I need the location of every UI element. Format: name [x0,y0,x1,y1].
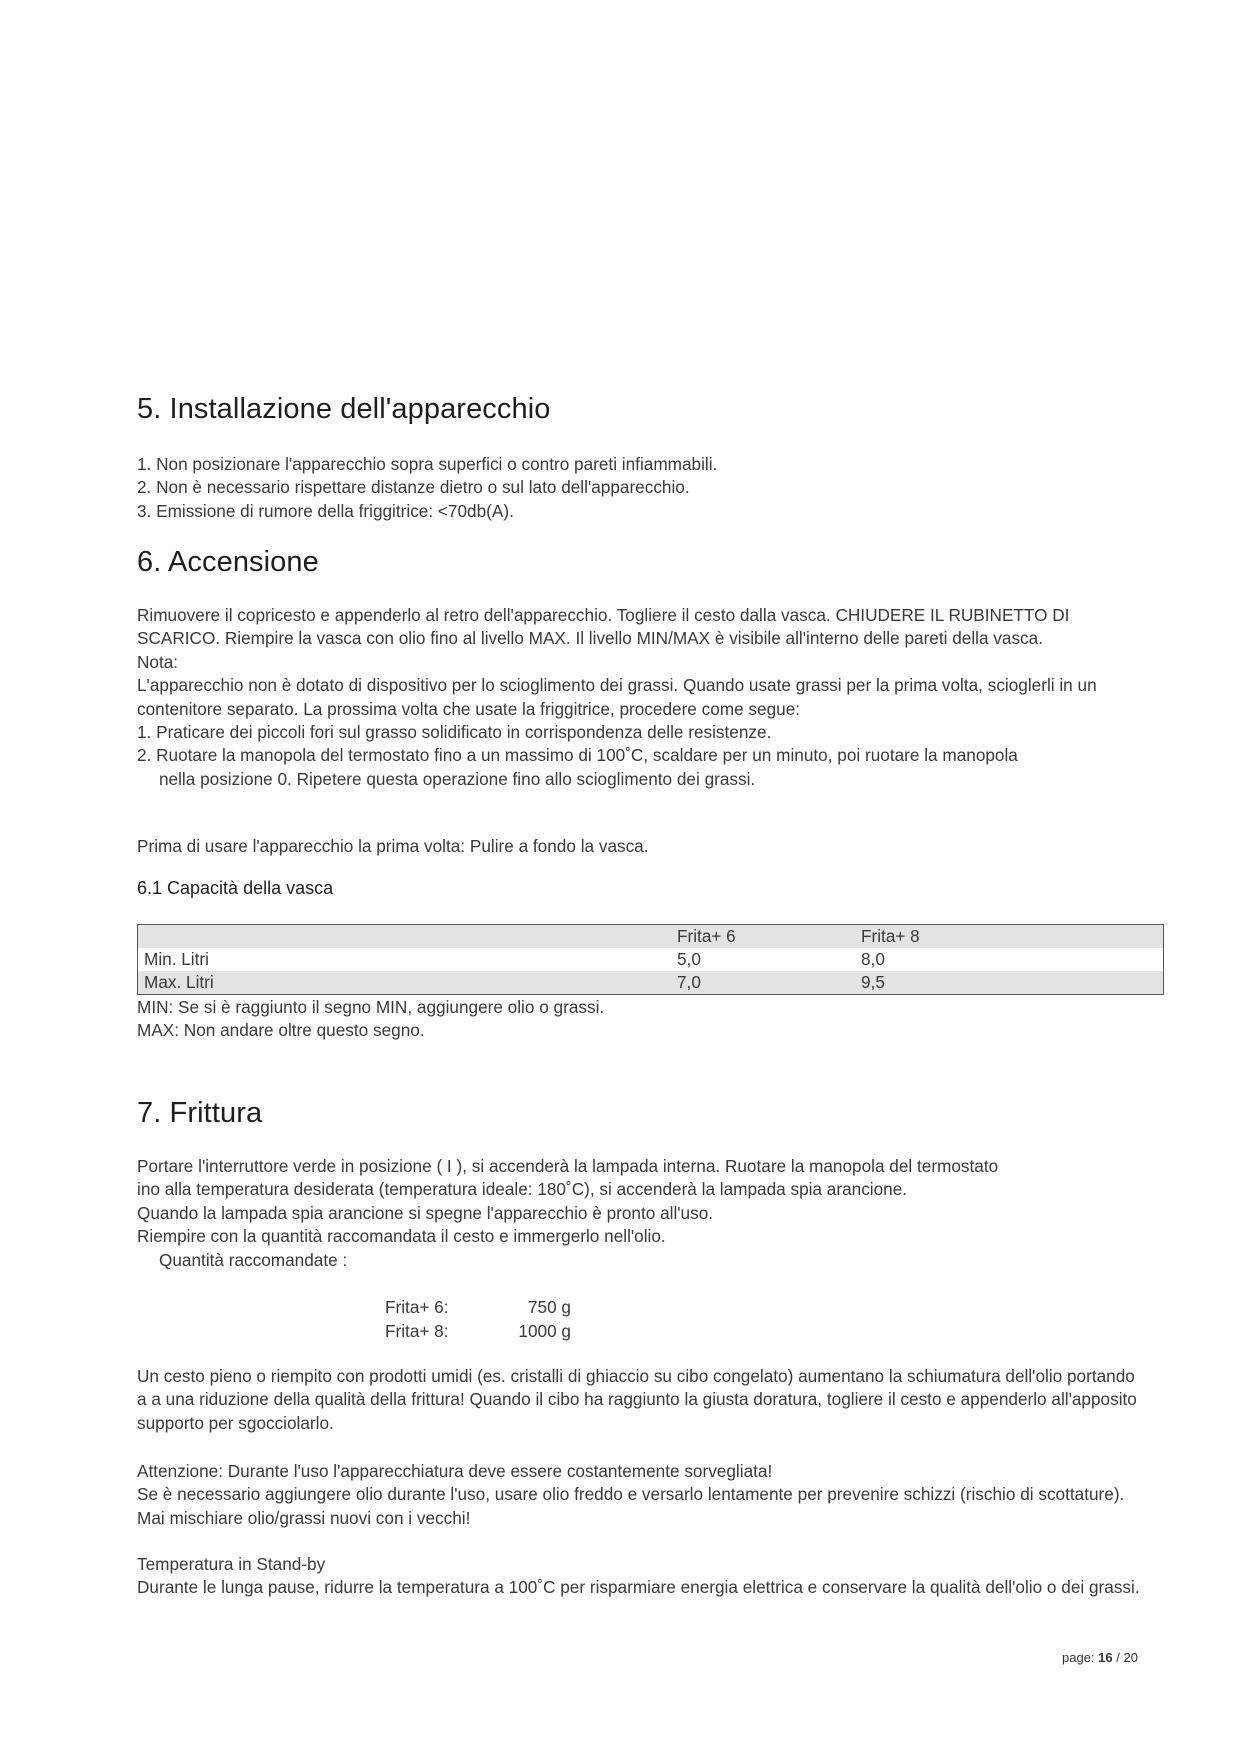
table-cell: 5,0 [671,948,855,971]
table-header-cell: Frita+ 8 [855,925,1164,949]
standby-title: Temperatura in Stand-by [137,1554,326,1574]
note-label: Nota: [137,651,179,672]
before-first-use: Prima di usare l'apparecchio la prima volta: Pulire a fondo la vasca. [137,836,649,856]
basket-warning-paragraph: Un cesto pieno o riempito con prodotti umidi (es. cristalli di ghiaccio su cibo congelato) aumentano la schiumatura dell'olio portando a a una riduzione della qualità della frittura! Quando il cibo ha raggiunto la giusta doratura, togliere il cesto e appenderlo all'apposito supporto per sgocciolarlo. [137,1366,1137,1433]
current-page: 16 [1098,1650,1113,1665]
list-item: 1. Non posizionare l'apparecchio sopra superfici o contro pareti infiammabili. [137,454,718,474]
standby-text: Durante le lunga pause, ridurre la temperatura a 100˚C per risparmiare energia elettrica e conservare la qualità dell'olio o dei grassi. [137,1577,1140,1598]
warning-line: Attenzione: Durante l'uso l'apparecchiatura deve essere costantemente sorvegliata! [137,1461,773,1481]
section-6-body [137,604,1147,791]
list-item: 3. Emissione di rumore della friggitrice: <70db(A). [137,500,514,521]
list-item: 2. Non è necessario rispettare distanze dietro o sul lato dell'apparecchio. [137,477,690,498]
quantity-row [385,1319,571,1343]
min-note: MIN: Se si è raggiunto il segno MIN, aggiungere olio o grassi. [137,997,605,1017]
table-row [138,948,1164,971]
table-cell: 8,0 [855,948,1164,971]
capacity-notes [137,996,1147,1043]
capacity-subheading: 6.1 Capacità della vasca [137,878,334,898]
table-header-cell: Frita+ 6 [671,925,855,949]
page-separator: / [1116,1650,1120,1665]
section-5-list [137,453,1147,523]
total-pages: 20 [1123,1650,1138,1665]
before-first-use-text [137,835,1147,858]
section-7-paragraph-1 [137,1155,1147,1272]
warning-line: Se è necessario aggiungere olio durante l'uso, usare olio freddo e versarlo lentamente per prevenire schizzi (rischio di scottature). Mai mischiare olio/grassi nuovi con i vecchi! [137,1484,1125,1528]
table-header-row [138,925,1164,949]
quantity-model: Frita+ 8: [385,1321,449,1341]
text-line: Quando la lampada spia arancione si spegne l'apparecchio è pronto all'uso. [137,1202,714,1223]
table-cell: 7,0 [671,971,855,995]
table-cell: Max. Litri [138,971,672,995]
capacity-table [137,924,1164,995]
table-header-cell [138,925,672,949]
max-note: MAX: Non andare oltre questo segno. [137,1020,425,1041]
quantity-amount: 1000 g [518,1321,571,1341]
note-paragraph: L'apparecchio non è dotato di dispositivo per lo scioglimento dei grassi. Quando usate grassi per la prima volta, scioglerli in un contenitore separato. La prossima volta che usate la friggitrice, procedere come segue: [137,675,1097,719]
quantities-list [385,1295,571,1343]
quantity-model: Frita+ 6: [385,1297,449,1317]
table-row [138,971,1164,995]
quantities-label: Quantità raccomandate : [159,1249,348,1270]
step-item: 2. Ruotare la manopola del termostato fino a un massimo di 100˚C, scaldare per un minuto, poi ruotare la manopola [137,745,1018,766]
table-cell: Min. Litri [138,948,672,971]
quantity-row [385,1295,571,1319]
section-7-paragraph-2 [137,1365,1147,1435]
section-6-heading: 6. Accensione [137,546,319,578]
section-7-standby [137,1553,1147,1600]
page-label: page: [1062,1650,1095,1665]
text-line: ino alla temperatura desiderata (temperatura ideale: 180˚C), si accenderà la lampada spia arancione. [137,1179,908,1200]
text-line: Riempire con la quantità raccomandata il cesto e immergerlo nell'olio. [137,1226,666,1247]
capacity-table-wrap [137,924,1164,995]
step-item-continued: nella posizione 0. Ripetere questa operazione fino allo scioglimento dei grassi. [159,768,756,789]
page-number [1062,1650,1138,1665]
quantity-amount: 750 g [527,1297,571,1317]
section-5-heading: 5. Installazione dell'apparecchio [137,393,551,425]
section-7-heading: 7. Frittura [137,1097,263,1129]
intro-paragraph: Rimuovere il copricesto e appenderlo al retro dell'apparecchio. Togliere il cesto dalla vasca. CHIUDERE IL RUBINETTO DI SCARICO. Riempire la vasca con olio fino al livello MAX. Il livello MIN/MAX è visibile all'interno delle pareti della vasca. [137,605,1070,649]
section-7-warning [137,1460,1147,1530]
table-cell: 9,5 [855,971,1164,995]
step-item: 1. Praticare dei piccoli fori sul grasso solidificato in corrispondenza delle resistenze. [137,722,772,743]
text-line: Portare l'interruttore verde in posizione ( I ), si accenderà la lampada interna. Ruotare la manopola del termostato [137,1156,999,1176]
